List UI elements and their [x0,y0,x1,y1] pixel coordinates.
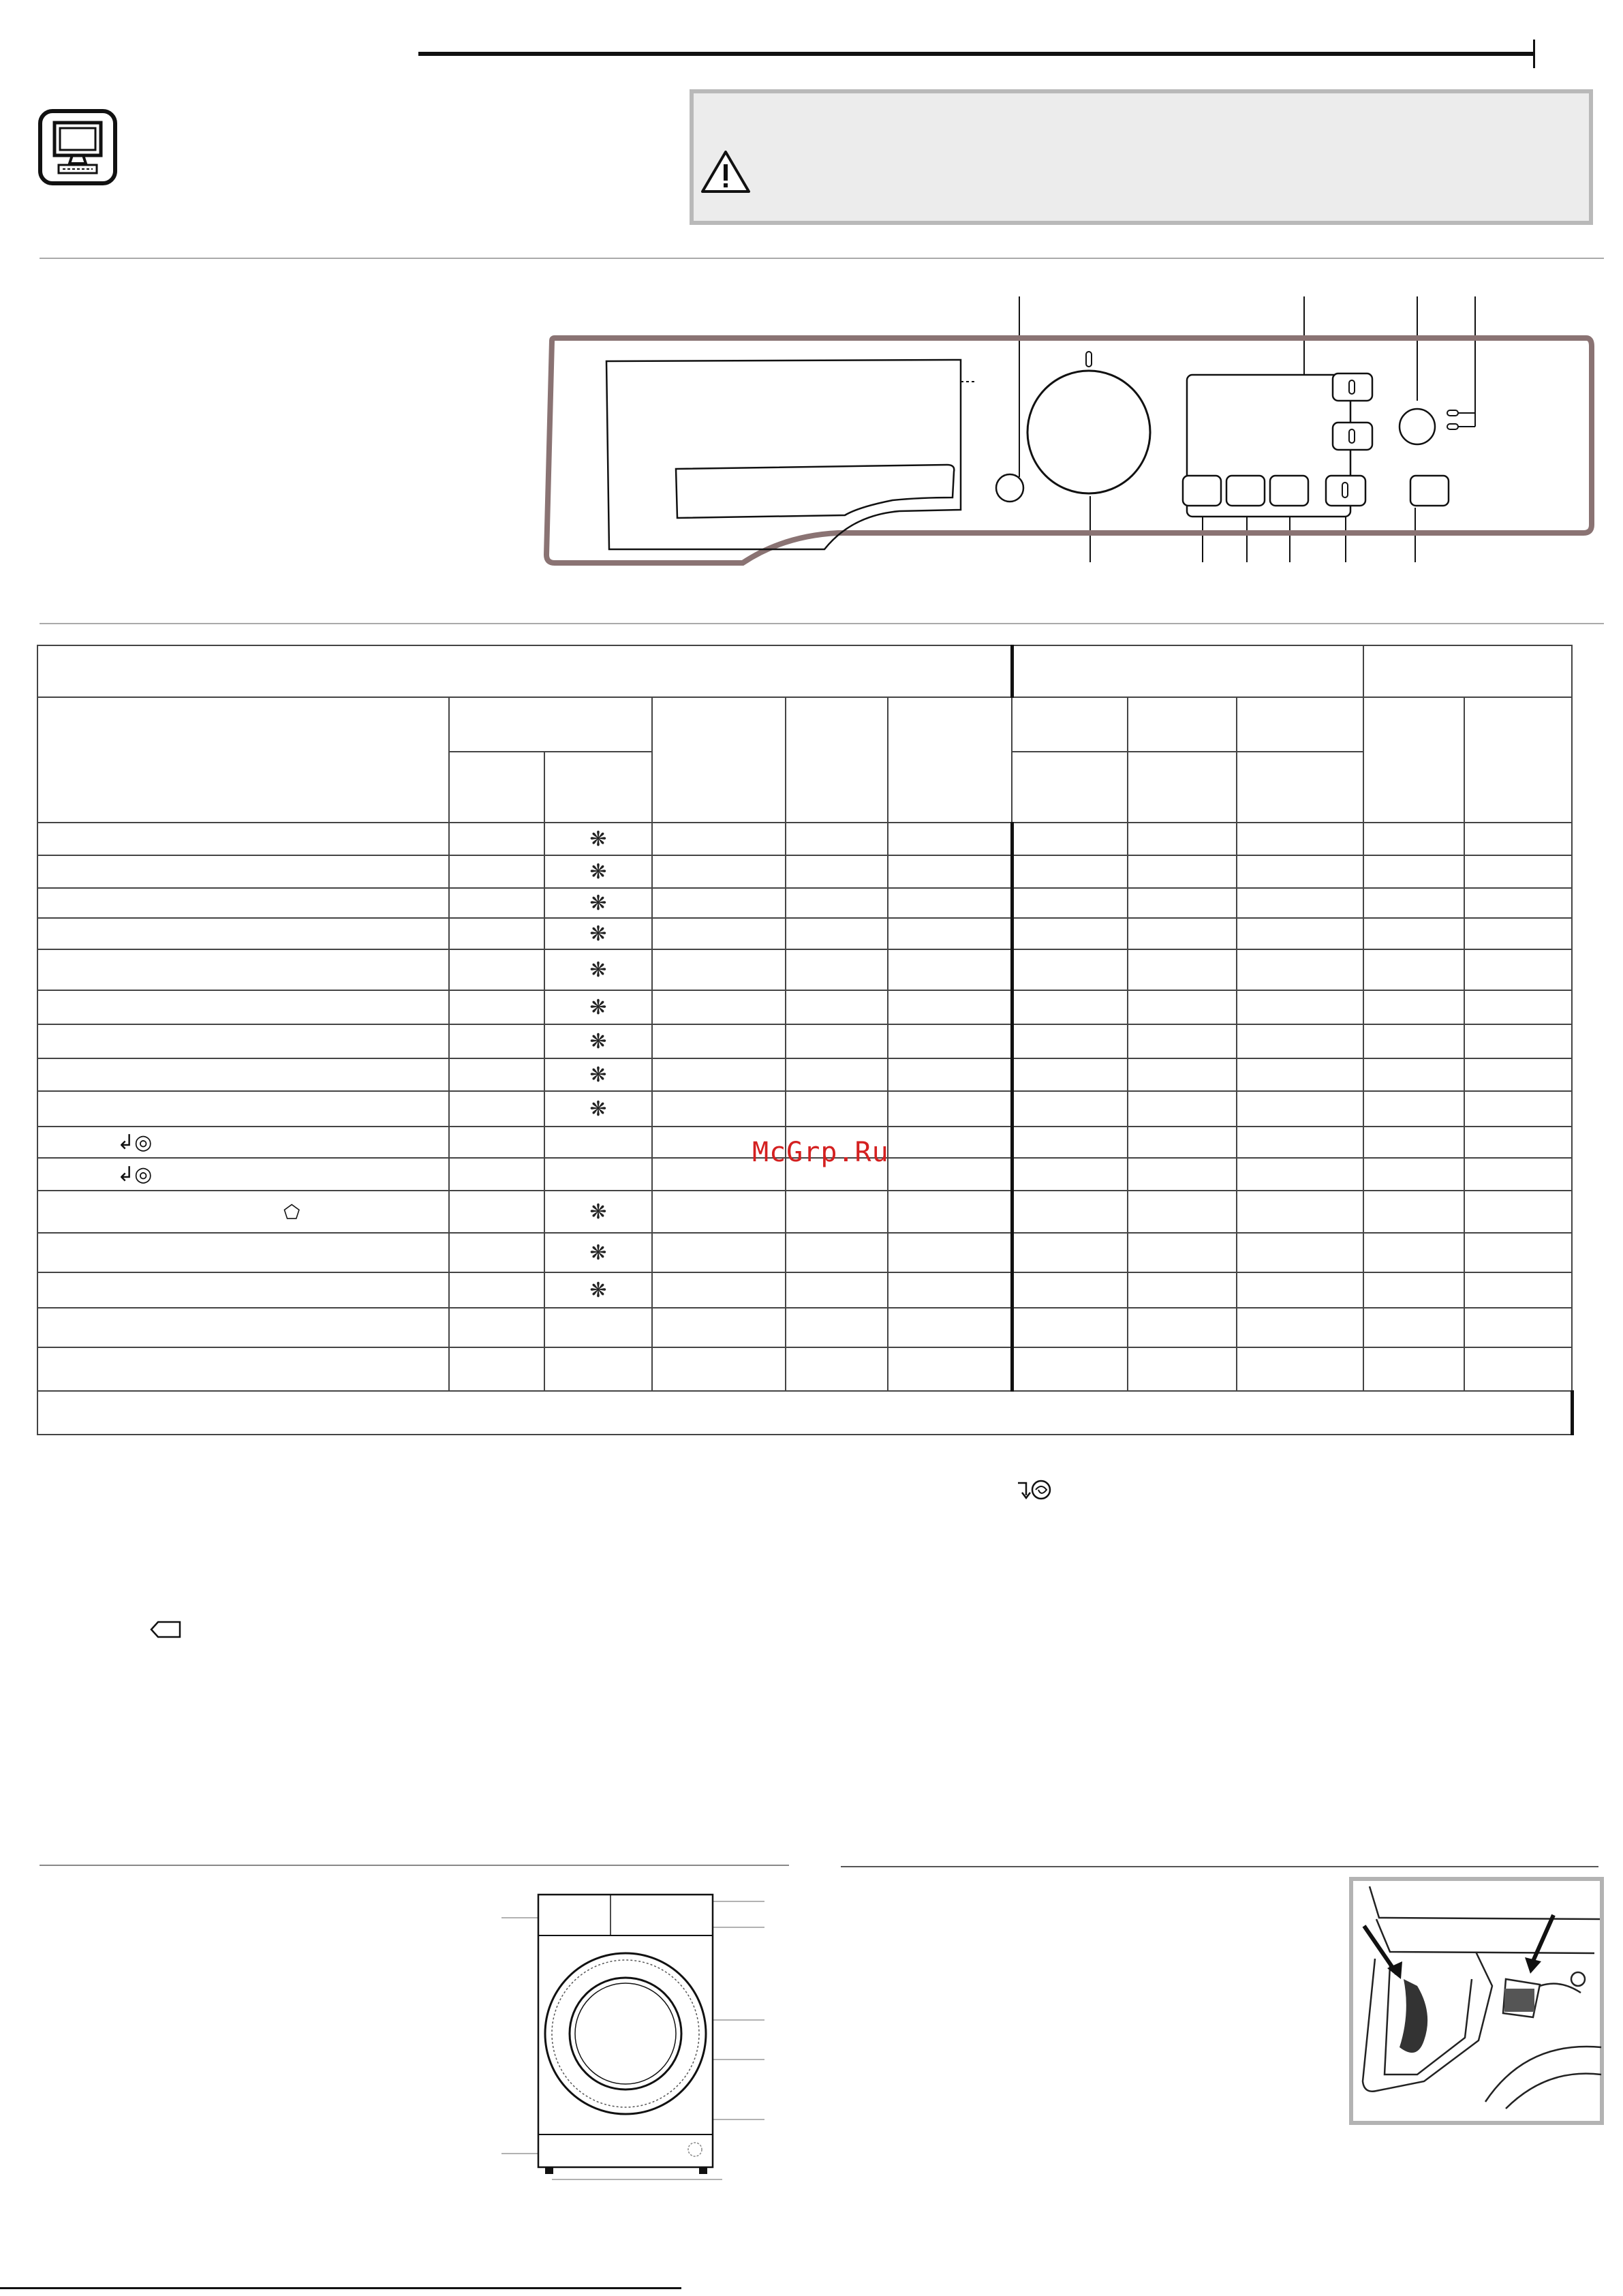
table-cell [888,1024,1012,1058]
table-cell [1464,1158,1572,1191]
table-cell [544,1024,652,1058]
section-divider-2 [40,623,1604,624]
table-cell [1012,918,1128,949]
snowflake-icon: ❋ [589,860,607,883]
header-cell [1128,752,1237,823]
header-cell [786,697,888,823]
table-cell [1128,1127,1237,1158]
table-cell [1012,949,1128,990]
detergent-drawer-photo [1349,1877,1604,2125]
table-cell [1128,888,1237,918]
table-cell [37,823,449,855]
table-cell [1464,1058,1572,1091]
power-button [1400,409,1435,444]
table-cell [1128,1191,1237,1233]
table-cell [544,1347,652,1391]
table-cell [1363,1127,1464,1158]
table-cell [1237,1127,1363,1158]
table-cell [888,990,1012,1024]
table-cell [786,1091,888,1127]
footer-rule [0,2287,681,2289]
table-cell [652,888,786,918]
table-cell [1012,888,1128,918]
table-cell [1012,1127,1128,1158]
table-cell [449,888,544,918]
table-cell [449,823,544,855]
table-footer-row [37,1391,1572,1435]
table-cell [544,1058,652,1091]
table-cell [888,1272,1012,1308]
table-cell [37,990,449,1024]
table-cell [544,1233,652,1272]
table-cell [1012,1058,1128,1091]
table-cell [37,1308,449,1347]
table-cell [544,1091,652,1127]
table-cell [1363,1308,1464,1347]
table-cell [888,1127,1012,1158]
table-cell [1012,1191,1128,1233]
table-cell [1363,918,1464,949]
table-cell [1363,990,1464,1024]
table-cell [1128,1233,1237,1272]
table-cell [1012,855,1128,888]
header-cell [652,697,786,823]
table-cell [449,1347,544,1391]
table-cell [449,1191,544,1233]
rinse-spin-icon: ↲◎ [117,1131,153,1154]
table-row [37,1024,1572,1058]
table-cell [449,1233,544,1272]
table-cell [652,1058,786,1091]
table-cell [652,1091,786,1127]
header-cell [1363,697,1464,823]
table-cell [1237,855,1363,888]
table-cell [888,918,1012,949]
header-cell [1012,645,1363,697]
table-cell [449,1058,544,1091]
spin-drain-icon: ↲◎ [117,1163,153,1186]
table-cell [544,1308,652,1347]
table-cell [652,1272,786,1308]
table-cell [1363,1091,1464,1127]
table-cell [1128,990,1237,1024]
table-cell [1128,1024,1237,1058]
snowflake-icon: ❋ [589,827,607,851]
table-cell [1237,1091,1363,1127]
table-cell [544,990,652,1024]
table-cell [1237,990,1363,1024]
table-cell [544,918,652,949]
start-pause-button [1410,476,1449,506]
table-cell [1012,1272,1128,1308]
table-cell [786,918,888,949]
table-cell [449,1158,544,1191]
table-cell [544,823,652,855]
table-cell [1237,1058,1363,1091]
table-cell [888,1191,1012,1233]
header-cell [544,752,652,823]
table-cell [1464,1272,1572,1308]
table-row [37,1347,1572,1391]
table-cell [1128,1058,1237,1091]
table-cell [1128,855,1237,888]
table-cell [1363,1233,1464,1272]
table-cell [786,1272,888,1308]
table-cell [1464,918,1572,949]
table-cell [1464,1308,1572,1347]
table-cell [1012,1091,1128,1127]
table-cell [449,990,544,1024]
table-cell [652,823,786,855]
program-knob [1027,371,1150,493]
table-cell [888,855,1012,888]
watermark: McGrp.Ru [752,1137,889,1168]
table-cell [1128,1272,1237,1308]
table-cell [449,1091,544,1127]
table-cell [37,918,449,949]
table-cell [544,1127,652,1158]
table-cell [1237,949,1363,990]
table-cell [544,1191,652,1233]
table-subheader-row [37,697,1572,752]
table-cell [786,1191,888,1233]
table-cell [1237,1347,1363,1391]
table-cell [652,1024,786,1058]
table-cell [1128,918,1237,949]
table-cell [888,1158,1012,1191]
table-cell [37,1091,449,1127]
section-divider-3 [40,1865,789,1866]
table-cell [1237,1191,1363,1233]
table-cell [1464,990,1572,1024]
table-cell [37,1191,449,1233]
table-cell [544,1158,652,1191]
table-cell [1363,855,1464,888]
table-cell [1363,949,1464,990]
table-cell [1464,949,1572,990]
table-cell [1237,1272,1363,1308]
table-cell [652,990,786,1024]
table-cell [652,1191,786,1233]
table-cell [544,888,652,918]
table-cell [37,1058,449,1091]
header-cell [1012,697,1128,752]
table-cell [1363,1158,1464,1191]
table-row [37,949,1572,990]
table-cell [1464,1127,1572,1158]
table-cell [1012,823,1128,855]
table-cell [1363,1191,1464,1233]
table-cell [449,855,544,888]
table-cell [888,949,1012,990]
table-cell [1128,1347,1237,1391]
header-rule [418,52,1533,56]
table-cell [449,1127,544,1158]
header-cell [1237,697,1363,752]
table-cell [544,1272,652,1308]
table-cell [1237,823,1363,855]
table-cell [888,1308,1012,1347]
table-cell [1128,1091,1237,1127]
table-cell [449,1272,544,1308]
snowflake-icon: ❋ [589,1241,607,1264]
table-cell [37,1127,449,1158]
header-cell [1464,697,1572,823]
table-cell [449,918,544,949]
table-cell [449,1308,544,1347]
header-cell [1363,645,1572,697]
table-cell [1464,1191,1572,1233]
header-rule-tick [1533,40,1535,68]
table-cell [786,888,888,918]
snowflake-icon: ❋ [589,958,607,981]
table-cell [1363,1024,1464,1058]
programme-rows [37,823,1572,1391]
rinse-spin-icon [1015,1476,1056,1503]
table-cell [37,1347,449,1391]
table-cell [888,888,1012,918]
eco-tag-icon [149,1619,183,1640]
table-cell [652,1347,786,1391]
table-cell [652,918,786,949]
table-cell [1237,918,1363,949]
table-row [37,990,1572,1024]
table-row [37,1272,1572,1308]
programme-table [37,645,1574,1435]
snowflake-icon: ❋ [589,996,607,1019]
table-cell [1464,1233,1572,1272]
table-row [37,855,1572,888]
table-cell [37,888,449,918]
table-cell [786,990,888,1024]
header-cell [37,645,1012,697]
table-cell [37,1272,449,1308]
warning-triangle-icon [700,149,752,194]
table-cell [652,1308,786,1347]
table-cell [786,1308,888,1347]
table-cell [786,1233,888,1272]
door-glass [570,1978,681,2090]
table-cell [1012,1347,1128,1391]
snowflake-icon: ❋ [589,922,607,945]
table-cell [652,855,786,888]
table-row [37,1191,1572,1233]
table-cell [1464,1091,1572,1127]
table-row [37,1058,1572,1091]
table-row [37,1091,1572,1127]
section-divider-4 [841,1866,1598,1867]
table-cell [544,949,652,990]
table-cell [1237,1308,1363,1347]
washing-machine-diagram [497,1874,770,2188]
table-cell [1012,1158,1128,1191]
warning-box [690,89,1593,225]
table-row [37,823,1572,855]
small-round-button [996,474,1023,502]
table-header-row [37,645,1572,697]
table-cell [1363,1058,1464,1091]
table-cell [786,1347,888,1391]
table-cell [786,949,888,990]
table-cell [888,1233,1012,1272]
table-cell [1128,1158,1237,1191]
footer-cell [37,1391,1572,1435]
table-cell [1237,1158,1363,1191]
header-cell [1237,752,1363,823]
table-cell [888,823,1012,855]
table-cell [786,1024,888,1058]
eco-tag-icon: ⬠ [283,1201,300,1223]
monitor-icon [38,109,117,189]
table-cell [1464,888,1572,918]
header-cell [1128,697,1237,752]
table-cell [786,1058,888,1091]
table-cell [888,1347,1012,1391]
table-cell [1363,888,1464,918]
snowflake-icon: ❋ [589,1200,607,1223]
table-cell [544,855,652,888]
table-cell [786,823,888,855]
header-cell [449,752,544,823]
table-cell [1237,1024,1363,1058]
table-cell [652,949,786,990]
table-row [37,888,1572,918]
table-cell [1363,823,1464,855]
table-cell [37,1024,449,1058]
snowflake-icon: ❋ [589,1097,607,1120]
table-cell [888,1058,1012,1091]
table-cell [1128,823,1237,855]
header-cell [449,697,652,752]
table-cell [37,1233,449,1272]
snowflake-icon: ❋ [589,1030,607,1053]
table-cell [1363,1272,1464,1308]
table-cell [1012,1233,1128,1272]
table-cell [1012,1308,1128,1347]
table-cell [449,1024,544,1058]
snowflake-icon: ❋ [589,891,607,915]
snowflake-icon: ❋ [589,1279,607,1302]
table-cell [449,949,544,990]
header-cell [37,697,449,823]
table-row [37,918,1572,949]
table-cell [37,855,449,888]
header-cell [1012,752,1128,823]
table-cell [888,1091,1012,1127]
table-cell [1237,888,1363,918]
table-cell [1128,949,1237,990]
snowflake-icon: ❋ [589,1063,607,1086]
section-divider-1 [40,258,1604,259]
table-cell [1464,1024,1572,1058]
table-cell [1012,990,1128,1024]
table-cell [1237,1233,1363,1272]
table-cell [1464,823,1572,855]
table-cell [652,1233,786,1272]
table-cell [786,855,888,888]
table-cell [1464,855,1572,888]
control-panel-diagram [538,293,1608,579]
table-cell [1012,1024,1128,1058]
table-cell [1363,1347,1464,1391]
table-cell [37,949,449,990]
table-cell [1128,1308,1237,1347]
header-cell [888,697,1012,823]
table-row [37,1233,1572,1272]
table-cell [37,1158,449,1191]
table-cell [1464,1347,1572,1391]
table-row [37,1308,1572,1347]
